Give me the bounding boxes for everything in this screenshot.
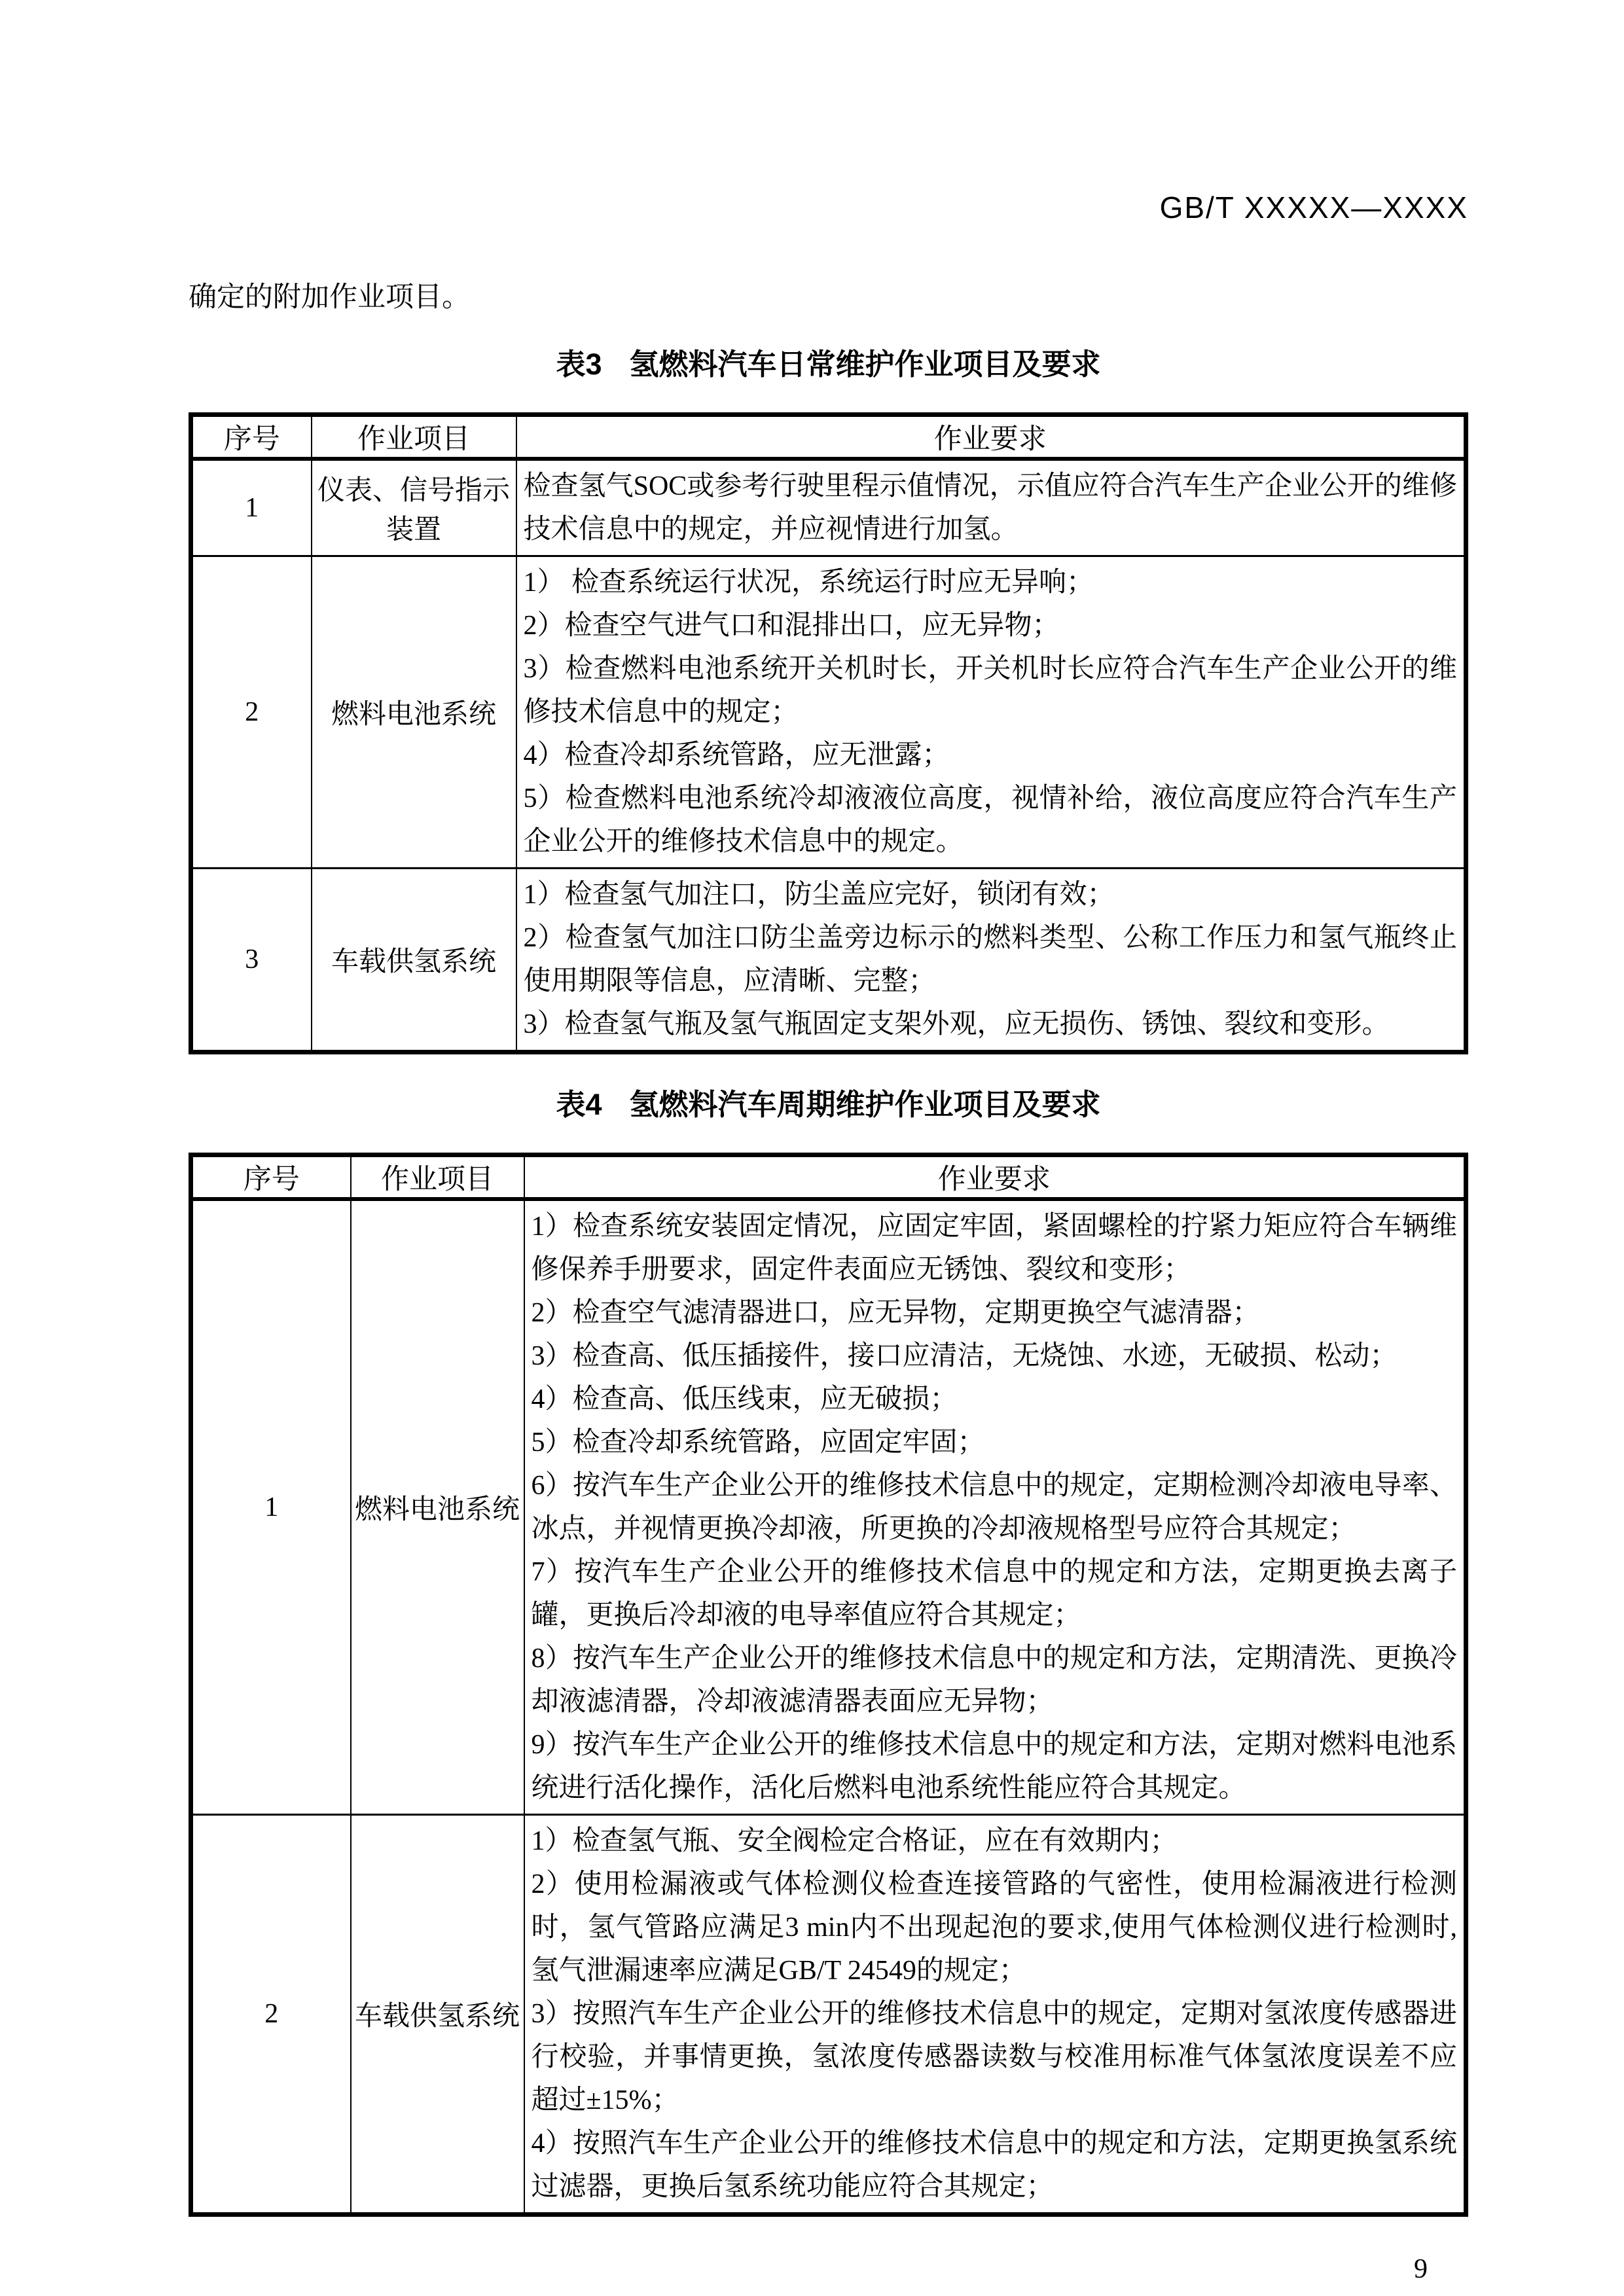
work-item-cell: 车载供氢系统 (351, 1815, 524, 2215)
work-item-cell: 仪表、信号指示装置 (312, 459, 516, 556)
requirement-item: 4）检查冷却系统管路，应无泄露； (523, 740, 950, 771)
intro-paragraph: 确定的附加作业项目。 (189, 281, 470, 313)
table4-header-no: 序号 (191, 1155, 351, 1200)
table-row (191, 556, 1466, 869)
requirement-item: 4）检查高、低压线束，应无破损； (531, 1384, 958, 1415)
requirement-cell (516, 556, 1466, 869)
table3-caption (189, 347, 1468, 382)
requirement-item: 3）检查高、低压插接件，接口应清洁，无烧蚀、水迹，无破损、松动； (531, 1341, 1398, 1372)
table3-header-no: 序号 (191, 415, 312, 459)
table4-header-item: 作业项目 (351, 1155, 524, 1200)
standard-number-header: GB/T XXXXX—XXXX (1159, 190, 1468, 224)
table4-header-requirement: 作业要求 (524, 1155, 1466, 1200)
requirement-item: 3）检查燃料电池系统开关机时长，开关机时长应符合汽车生产企业公开的维修技术信息中的规定； (523, 654, 1457, 728)
table4-periodic-maintenance (189, 1153, 1468, 2217)
requirement-item: 5）检查燃料电池系统冷却液液位高度，视情补给，液位高度应符合汽车生产企业公开的维修技术信息中的规定。 (523, 783, 1457, 857)
table3-caption-title: 氢燃料汽车日常维护作业项目及要求 (629, 348, 1101, 382)
table-row (191, 459, 1466, 556)
requirement-item: 1）检查氢气加注口，防尘盖应完好，锁闭有效； (523, 880, 1115, 910)
table-row (191, 1199, 1466, 1815)
table4-header-row (191, 1155, 1466, 1200)
requirement-item: 1）检查氢气瓶、安全阀检定合格证，应在有效期内； (531, 1826, 1178, 1857)
requirement-cell (516, 869, 1466, 1052)
requirement-item: 5）检查冷却系统管路，应固定牢固； (531, 1427, 985, 1458)
requirement-item: 1）检查系统安装固定情况，应固定牢固，紧固螺栓的拧紧力矩应符合车辆维修保养手册要求，固定件表面应无锈蚀、裂纹和变形； (531, 1211, 1457, 1285)
work-item-cell: 燃料电池系统 (312, 556, 516, 869)
row-number-cell: 1 (191, 1199, 351, 1815)
requirement-item: 2）检查氢气加注口防尘盖旁边标示的燃料类型、公称工作压力和氢气瓶终止使用期限等信息，应清晰、完整； (523, 923, 1457, 997)
table3-caption-label: 表3 (556, 348, 602, 382)
table3-header-row (191, 415, 1466, 459)
row-number-cell: 3 (191, 869, 312, 1052)
row-number-cell: 2 (191, 1815, 351, 2215)
requirement-cell (516, 459, 1466, 556)
requirement-item: 2）使用检漏液或气体检测仪检查连接管路的气密性，使用检漏液进行检测时，氢气管路应满足3 min内不出现起泡的要求,使用气体检测仪进行检测时,氢气泄漏速率应满足GB/T 24549的规定； (531, 1869, 1457, 1986)
table4-caption (189, 1087, 1468, 1122)
requirement-item: 1） 检查系统运行状况，系统运行时应无异响； (523, 567, 1094, 598)
requirement-item: 检查氢气SOC或参考行驶里程示值情况，示值应符合汽车生产企业公开的维修技术信息中的规定，并应视情进行加氢。 (523, 471, 1457, 545)
table3-header-requirement: 作业要求 (516, 415, 1466, 459)
table4-caption-title: 氢燃料汽车周期维护作业项目及要求 (629, 1088, 1101, 1122)
page-number: 9 (1414, 2254, 1428, 2285)
table4-caption-label: 表4 (556, 1088, 602, 1122)
work-item-cell: 车载供氢系统 (312, 869, 516, 1052)
requirement-item: 7）按汽车生产企业公开的维修技术信息中的规定和方法，定期更换去离子罐，更换后冷却液的电导率值应符合其规定； (531, 1557, 1457, 1631)
row-number-cell: 1 (191, 459, 312, 556)
requirement-item: 2）检查空气进气口和混排出口，应无异物； (523, 611, 1060, 641)
requirement-item: 3）检查氢气瓶及氢气瓶固定支架外观，应无损伤、锈蚀、裂纹和变形。 (523, 1009, 1390, 1040)
requirement-cell (524, 1815, 1466, 2215)
table-row (191, 1815, 1466, 2215)
table3-daily-maintenance (189, 412, 1468, 1054)
row-number-cell: 2 (191, 556, 312, 869)
requirement-item: 8）按汽车生产企业公开的维修技术信息中的规定和方法，定期清洗、更换冷却液滤清器，冷却液滤清器表面应无异物； (531, 1643, 1457, 1717)
requirement-item: 9）按汽车生产企业公开的维修技术信息中的规定和方法，定期对燃料电池系统进行活化操作，活化后燃料电池系统性能应符合其规定。 (531, 1730, 1457, 1804)
work-item-cell: 燃料电池系统 (351, 1199, 524, 1815)
requirement-item: 6）按汽车生产企业公开的维修技术信息中的规定，定期检测冷却液电导率、冰点，并视情更换冷却液，所更换的冷却液规格型号应符合其规定； (531, 1471, 1457, 1545)
requirement-cell (524, 1199, 1466, 1815)
table3-header-item: 作业项目 (312, 415, 516, 459)
requirement-item: 3）按照汽车生产企业公开的维修技术信息中的规定，定期对氢浓度传感器进行校验，并事情更换，氢浓度传感器读数与校准用标准气体氢浓度误差不应超过±15%； (531, 1999, 1457, 2116)
requirement-item: 4）按照汽车生产企业公开的维修技术信息中的规定和方法，定期更换氢系统过滤器，更换后氢系统功能应符合其规定； (531, 2128, 1457, 2202)
requirement-item: 2）检查空气滤清器进口，应无异物，定期更换空气滤清器； (531, 1298, 1260, 1329)
table-row (191, 869, 1466, 1052)
